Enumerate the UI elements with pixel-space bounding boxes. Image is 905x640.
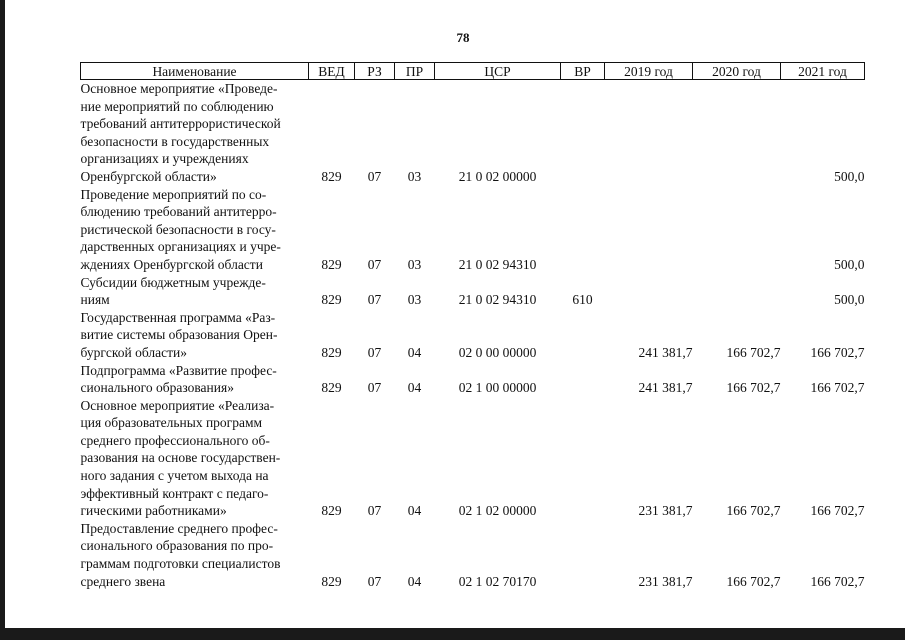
- cell-y2020: 166 702,7: [726, 573, 781, 589]
- cell-vr: [561, 520, 605, 590]
- cell-rz: 07: [367, 256, 382, 272]
- header-row: [81, 63, 865, 80]
- cell-ved: 829: [321, 256, 342, 272]
- cell-ved: 829: [321, 168, 342, 184]
- cell-rz: 07: [367, 344, 382, 360]
- header-2019: 2019 год: [605, 63, 693, 80]
- row-name-line: Подпрограмма «Развитие профес-: [80, 362, 277, 378]
- cell-csr: 21 0 02 94310: [458, 292, 537, 308]
- table-row: [81, 274, 865, 309]
- cell-csr: 02 1 00 00000: [458, 380, 537, 396]
- row-name-line: гическими работниками»: [80, 503, 227, 519]
- row-name-line: Государственная программа «Раз-: [80, 309, 276, 325]
- cell-vr: 610: [572, 292, 593, 308]
- header-name: Наименование: [81, 63, 309, 80]
- cell-y2021: 166 702,7: [810, 573, 865, 589]
- cell-y2019: 241 381,7: [638, 380, 693, 396]
- header-rz: РЗ: [355, 63, 395, 80]
- cell-csr: 02 1 02 70170: [458, 573, 537, 589]
- cell-y2019: [605, 80, 693, 186]
- cell-vr: [561, 80, 605, 186]
- row-name-line: ного задания с учетом выхода на: [80, 468, 269, 484]
- row-name: [81, 80, 309, 186]
- page-number: 78: [456, 30, 470, 45]
- row-name: [81, 309, 309, 362]
- cell-rz: 07: [367, 168, 382, 184]
- row-name-line: Оренбургской области»: [80, 168, 217, 184]
- cell-y2021: 166 702,7: [810, 344, 865, 360]
- header-2020: 2020 год: [693, 63, 781, 80]
- row-name-line: Основное мероприятие «Проведе-: [80, 81, 278, 96]
- row-name-line: бургской области»: [80, 344, 187, 360]
- row-name: [81, 362, 309, 397]
- header-ved: ВЕД: [309, 63, 355, 80]
- budget-table: [80, 62, 865, 590]
- cell-pr: 03: [407, 292, 422, 308]
- cell-rz: 07: [367, 573, 382, 589]
- cell-y2021: 166 702,7: [810, 503, 865, 519]
- cell-rz: 07: [367, 292, 382, 308]
- cell-ved: 829: [321, 573, 342, 589]
- header-2021: 2021 год: [781, 63, 865, 80]
- row-name-line: среднего профессионального об-: [80, 432, 270, 448]
- cell-ved: 829: [321, 503, 342, 519]
- row-name-line: эффективный контракт с педаго-: [80, 485, 269, 501]
- cell-vr: [561, 362, 605, 397]
- row-name-line: безопасности в государственных: [80, 133, 270, 149]
- table-row: [81, 309, 865, 362]
- cell-pr: 03: [407, 168, 422, 184]
- cell-ved: 829: [321, 292, 342, 308]
- row-name-line: разования на основе государствен-: [80, 450, 281, 466]
- cell-ved: 829: [321, 344, 342, 360]
- table-row: [81, 362, 865, 397]
- scan-bottom-edge: [0, 628, 905, 640]
- row-name-line: ция образовательных программ: [80, 415, 263, 431]
- row-name: [81, 186, 309, 274]
- cell-pr: 04: [407, 344, 422, 360]
- cell-y2019: [605, 186, 693, 274]
- cell-y2019: 231 381,7: [638, 573, 693, 589]
- row-name-line: Субсидии бюджетным учрежде-: [80, 274, 266, 290]
- cell-y2020: [693, 274, 781, 309]
- cell-y2021: 500,0: [834, 292, 865, 308]
- row-name-line: среднего звена: [80, 573, 166, 589]
- cell-rz: 07: [367, 380, 382, 396]
- row-name-line: ждениях Оренбургской области: [80, 256, 263, 272]
- cell-csr: 02 0 00 00000: [458, 344, 537, 360]
- row-name-line: блюдению требований антитерро-: [80, 204, 277, 220]
- cell-pr: 04: [407, 573, 422, 589]
- row-name-line: граммам подготовки специалистов: [80, 556, 281, 572]
- cell-pr: 04: [407, 380, 422, 396]
- cell-y2019: 231 381,7: [638, 503, 693, 519]
- row-name-line: витие системы образования Орен-: [80, 327, 278, 343]
- header-vr: ВР: [561, 63, 605, 80]
- cell-y2019: [605, 274, 693, 309]
- cell-y2019: 241 381,7: [638, 344, 693, 360]
- cell-y2021: 500,0: [834, 256, 865, 272]
- row-name-line: ние мероприятий по соблюдению: [80, 98, 274, 114]
- row-name: [81, 274, 309, 309]
- row-name-line: требований антитеррористической: [80, 116, 281, 132]
- table-header: [81, 63, 865, 80]
- row-name-line: Предоставление среднего профес-: [80, 520, 278, 536]
- row-name-line: сионального образования по про-: [80, 538, 274, 554]
- cell-vr: [561, 397, 605, 520]
- row-name-line: организациях и учреждениях: [80, 151, 249, 167]
- header-csr: ЦСР: [435, 63, 561, 80]
- cell-pr: 04: [407, 503, 422, 519]
- table-row: [81, 520, 865, 590]
- cell-csr: 02 1 02 00000: [458, 503, 537, 519]
- row-name: [81, 397, 309, 520]
- row-name-line: ристической безопасности в госу-: [80, 221, 276, 237]
- cell-vr: [561, 186, 605, 274]
- table-row: [81, 397, 865, 520]
- cell-y2021: 166 702,7: [810, 380, 865, 396]
- table-row: [81, 80, 865, 186]
- cell-y2020: 166 702,7: [726, 380, 781, 396]
- cell-y2020: [693, 186, 781, 274]
- table-row: [81, 186, 865, 274]
- header-pr: ПР: [395, 63, 435, 80]
- row-name-line: ниям: [80, 292, 110, 308]
- cell-vr: [561, 309, 605, 362]
- cell-ved: 829: [321, 380, 342, 396]
- scan-left-edge: [0, 0, 5, 640]
- row-name-line: сионального образования»: [80, 380, 234, 396]
- cell-rz: 07: [367, 503, 382, 519]
- cell-y2020: [693, 80, 781, 186]
- cell-y2020: 166 702,7: [726, 344, 781, 360]
- cell-csr: 21 0 02 94310: [458, 256, 537, 272]
- cell-csr: 21 0 02 00000: [458, 168, 537, 184]
- row-name: [81, 520, 309, 590]
- row-name-line: дарственных организациях и учре-: [80, 239, 281, 255]
- row-name-line: Основное мероприятие «Реализа-: [80, 397, 275, 413]
- cell-y2020: 166 702,7: [726, 503, 781, 519]
- cell-y2021: 500,0: [834, 168, 865, 184]
- table-body: [81, 80, 865, 591]
- row-name-line: Проведение мероприятий по со-: [80, 186, 267, 202]
- cell-pr: 03: [407, 256, 422, 272]
